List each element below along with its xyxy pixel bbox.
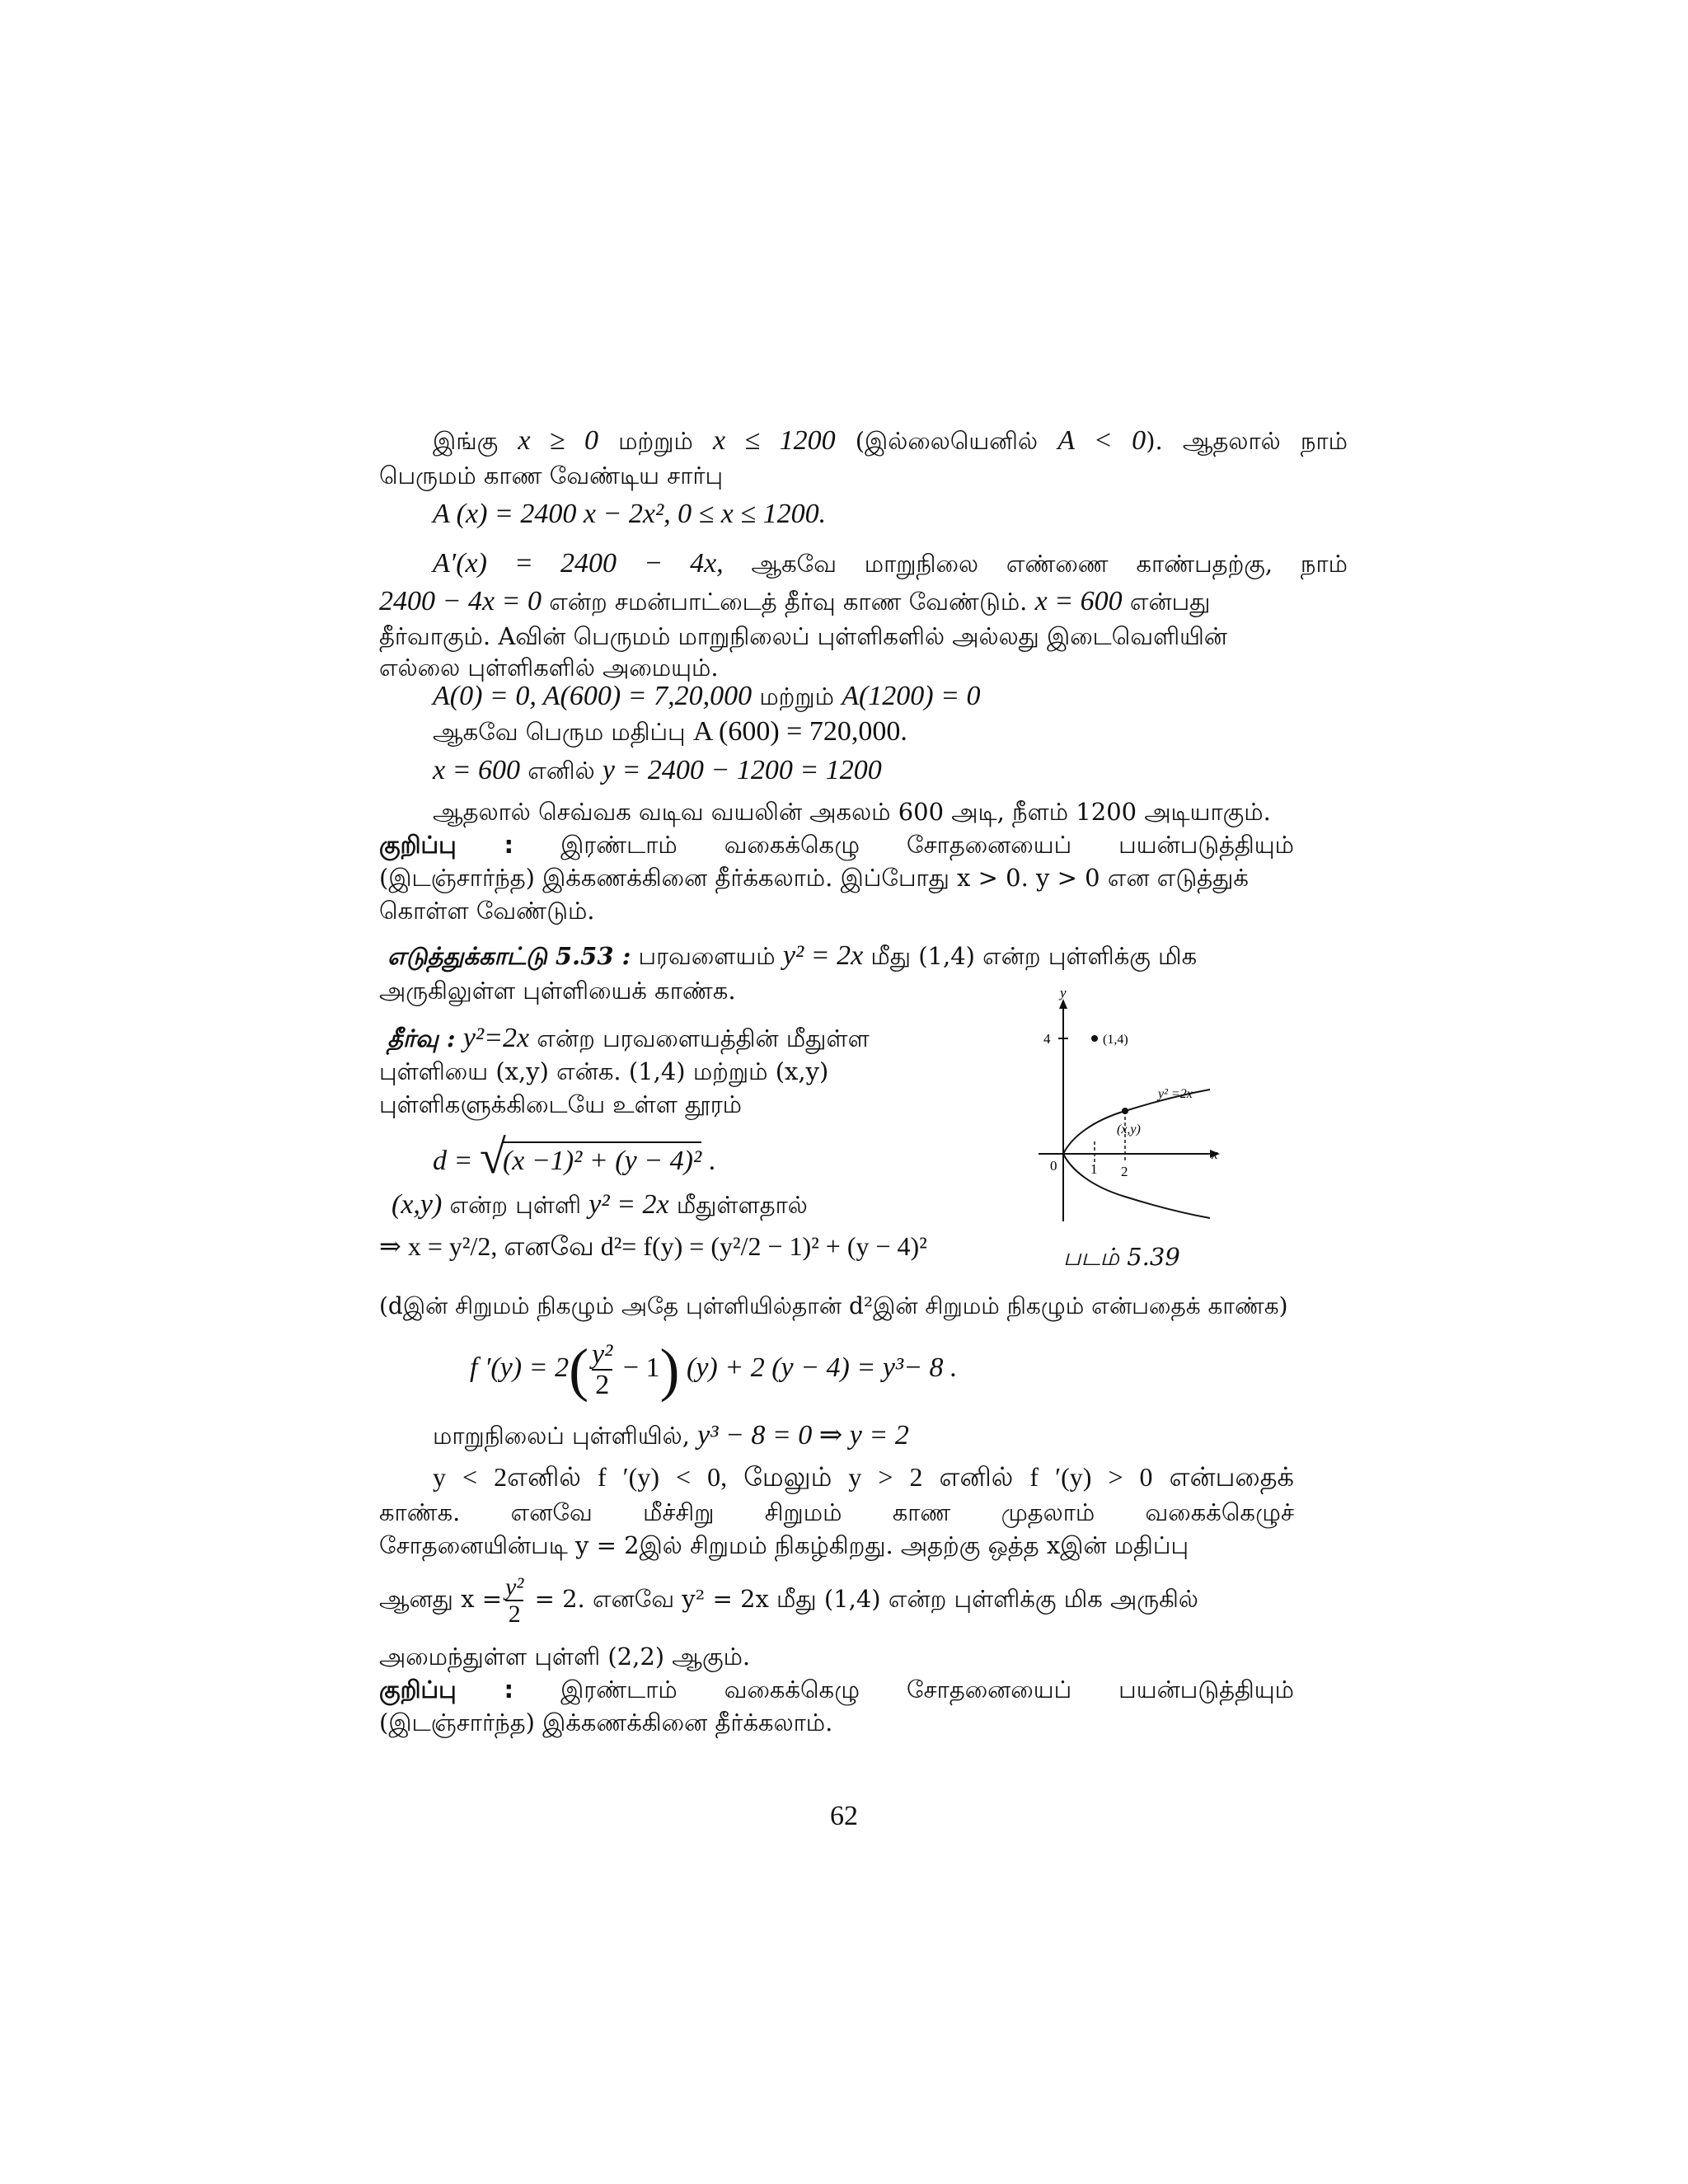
test-line1: y < 2எனில் f ′(y) < 0, மேலும் y > 2 எனில் f ′(y) > 0 என்பதைக் [433,1462,1294,1492]
example-line2: அருகிலுள்ள புள்ளியைக் காண்க. [379,977,736,1005]
x-axis-label: x [1212,1146,1218,1162]
solution-line5: (x,y) என்ற புள்ளி y² = 2x மீதுள்ளதால் [392,1189,808,1220]
note2-line1: குறிப்பு : இரண்டாம் வகைக்கெழு சோதனையைப் பயன்படுத்தியும் [379,1675,1295,1704]
final-line2: அமைந்துள்ள புள்ளி (2,2) ஆகும். [379,1643,751,1671]
note1-line2: (இடஞ்சார்ந்த) இக்கணக்கினை தீர்க்கலாம். இப்போது x > 0. y > 0 என எடுத்துக் [379,864,1249,892]
parabola-figure [1030,985,1245,1269]
figure-caption: படம் 5.39 [1063,1243,1180,1271]
solution-line1: தீர்வு : y²=2x என்ற பரவளையத்தின் மீதுள்ள [387,1023,870,1053]
conclusion-line: ஆதலால் செவ்வக வடிவ வயலின் அகலம் 600 அடி, நீளம் 1200 அடியாகும். [433,798,1271,826]
point-1-4 [1091,1035,1098,1042]
critical-line: மாறுநிலைப் புள்ளியில், y³ − 8 = 0 ⇒ y = 2 [433,1420,909,1451]
note2-line2: (இடஞ்சார்ந்த) இக்கணக்கினை தீர்க்கலாம். [379,1708,833,1736]
moving-point [1122,1108,1128,1114]
point-1-4-label: (1,4) [1103,1033,1128,1047]
solution-line2: புள்ளியை (x,y) என்க. (1,4) மற்றும் (x,y) [379,1057,829,1085]
x-tick-label-1: 1 [1090,1161,1098,1177]
page-number: 62 [830,1801,858,1831]
note1-line3: கொள்ள வேண்டும். [379,897,595,925]
equation-a: A (x) = 2400 x − 2x², 0 ≤ x ≤ 1200. [433,499,827,529]
para2-line3: தீர்வாகும். Aவின் பெருமம் மாறுநிலைப் புள்ளிகளில் அல்லது இடைவெளியின் [379,622,1228,650]
solution-line6: ⇒ x = y²/2, எனவே d²= f(y) = (y²/2 − 1)² + (y − 4)² [379,1231,927,1261]
note1-line1: குறிப்பு : இரண்டாம் வகைக்கெழு சோதனையைப் பயன்படுத்தியும் [379,831,1295,859]
max-line: ஆகவே பெரும மதிப்பு A (600) = 720,000. [433,716,907,747]
origin-label: 0 [1050,1158,1057,1174]
remark: (dஇன் சிறுமம் நிகழும் அதே புள்ளியில்தான் d²இன் சிறுமம் நிகழும் என்பதைக் காண்க) [379,1292,1288,1319]
para1-line1: இங்கு x ≥ 0 மற்றும் x ≤ 1200 (இல்லையெனில் A < 0). ஆதலால் நாம் [433,425,1348,456]
parabola-lower-branch [1063,1154,1210,1218]
solution-line3: புள்ளிகளுக்கிடையே உள்ள தூரம் [379,1090,743,1118]
test-line3: சோதனையின்படி y = 2இல் சிறுமம் நிகழ்கிறது. அதற்கு ஒத்த xஇன் மதிப்பு [379,1531,1189,1559]
values-line: A(0) = 0, A(600) = 7,20,000 மற்றும் A(1200) = 0 [433,681,981,711]
test-line2: காண்க. எனவே மீச்சிறு சிறுமம் காண முதலாம் வகைக்கெழுச் [379,1498,1294,1526]
para2-line1: A′(x) = 2400 − 4x, ஆகவே மாறுநிலை எண்ணை காண்பதற்கு, நாம் [433,548,1348,579]
x-tick-label-2: 2 [1121,1164,1128,1179]
final-line1: ஆனது x = $\frac{\text{y²}}{2}$ = 2. எனவே y² = 2x மீது (1,4) என்ற புள்ளிக்கு மிக அருகில் [379,1572,1198,1628]
derivative-equation: f ′(y) = 2( $\frac{\text{y²}}{2}$ − 1) (y) + 2 (y − 4) = y³− 8 . [470,1337,958,1404]
example-line1: எடுத்துக்காட்டு 5.53 : பரவளையம் y² = 2x மீது (1,4) என்ற புள்ளிக்கு மிக [387,940,1198,971]
para1-line2: பெருமம் காண வேண்டிய சார்பு [379,462,724,490]
y-tick-label: 4 [1043,1031,1051,1047]
distance-equation: d = √ (x −1)² + (y − 4)² . [433,1130,716,1183]
y-line: x = 600 எனில் y = 2400 − 1200 = 1200 [433,755,882,785]
curve-label: y² =2x [1158,1087,1193,1101]
y-axis-label: y [1060,985,1067,1001]
para2-line2: 2400 − 4x = 0 என்ற சமன்பாட்டைத் தீர்வு காண வேண்டும். x = 600 என்பது [379,586,1211,616]
para2-line4: எல்லை புள்ளிகளில் அமையும். [379,654,719,682]
moving-point-label: (x,y) [1117,1122,1141,1137]
